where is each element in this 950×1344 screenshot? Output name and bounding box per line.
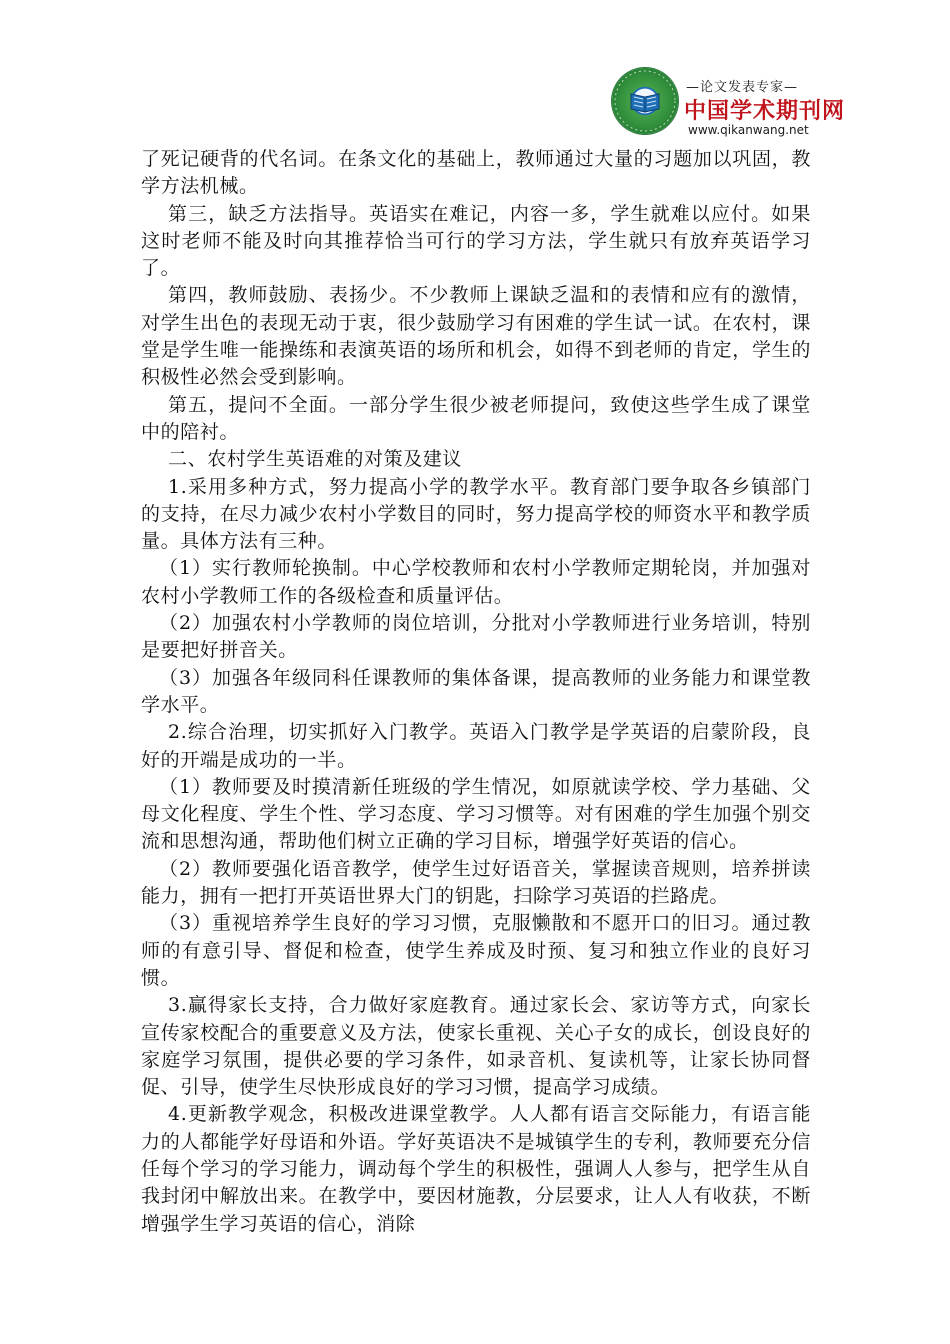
paragraph: （2）加强农村小学教师的岗位培训，分批对小学教师进行业务培训，特别是要把好拼音关。 — [141, 612, 811, 662]
paragraph: 2.综合治理，切实抓好入门教学。英语入门教学是学英语的启蒙阶段，良好的开端是成功的一半。 — [141, 721, 811, 771]
paragraph: （2）教师要强化语音教学，使学生过好语音关，掌握读音规则，培养拼读能力，拥有一把打开英语世界大门的钥匙，扫除学习英语的拦路虎。 — [141, 857, 811, 908]
logo-name: 中国学术期刊网 — [684, 99, 846, 124]
book-icon — [612, 68, 678, 134]
paragraph: 第五，提问不全面。一部分学生很少被老师提问，致使这些学生成了课堂中的陪衬。 — [141, 393, 811, 443]
paragraph: （3）加强各年级同科任课教师的集体备课，提高教师的业务能力和课堂教学水平。 — [141, 666, 811, 716]
paragraph: （1）实行教师轮换制。中心学校教师和农村小学教师定期轮岗，并加强对农村小学教师工作的各级检查和质量评估。 — [141, 557, 811, 607]
paragraph: 3.赢得家长支持，合力做好家庭教育。通过家长会、家访等方式，向家长宣传家校配合的重要意义及方法，使家长重视、关心子女的成长，创设良好的家庭学习氛围，提供必要的学习条件，如录音机、复读机等，让家长协同督促、引导，使学生尽快形成良好的学习习惯，提高学习成绩。 — [141, 994, 811, 1099]
paragraph: 4.更新教学观念，积极改进课堂教学。人人都有语言交际能力，有语言能力的人都能学好母语和外语。学好英语决不是城镇学生的专利，教师要充分信任每个学习的学习能力，调动每个学生的积极性，强调人人参与，把学生从自我封闭中解放出来。在教学中，要因材施教，分层要求，让人人有收获，不断增强学生学习英语的信心，消除 — [141, 1103, 811, 1235]
paragraph: 了死记硬背的代名词。在条文化的基础上，教师通过大量的习题加以巩固，教学方法机械。 — [141, 148, 811, 198]
paragraph: 第四，教师鼓励、表扬少。不少教师上课缺乏温和的表情和应有的激情，对学生出色的表现无动于衷，很少鼓励学习有困难的学生试一试。在农村，课堂是学生唯一能操练和表演英语的场所和机会，如得不到老师的肯定，学生的积极性必然会受到影响。 — [141, 284, 811, 389]
paragraph: 第三，缺乏方法指导。英语实在难记，内容一多，学生就难以应付。如果这时老师不能及时向其推荐恰当可行的学习方法，学生就只有放弃英语学习了。 — [141, 202, 811, 280]
logo-slogan: —论文发表专家— — [686, 80, 799, 95]
paragraph: （3）重视培养学生良好的学习习惯，克服懒散和不愿开口的旧习。通过教师的有意引导、督促和检查，使学生养成及时预、复习和独立作业的良好习惯。 — [141, 912, 811, 989]
paragraph: （1）教师要及时摸清新任班级的学生情况，如原就读学校、学力基础、父母文化程度、学生个性、学习态度、学习习惯等。对有困难的学生加强个别交流和思想沟通，帮助他们树立正确的学习目标，增强学好英语的信心。 — [141, 775, 811, 853]
logo-seal-icon — [612, 68, 678, 134]
article-body — [141, 146, 811, 1238]
site-logo — [612, 68, 846, 144]
paragraph: 1.采用多种方式，努力提高小学的教学水平。教育部门要争取各乡镇部门的支持，在尽力减少农村小学数目的同时，努力提高学校的师资水平和教学质量。具体方法有三种。 — [141, 475, 811, 553]
section-heading: 二、农村学生英语难的对策及建议 — [168, 448, 463, 471]
logo-url: www.qikanwang.net — [688, 123, 809, 137]
